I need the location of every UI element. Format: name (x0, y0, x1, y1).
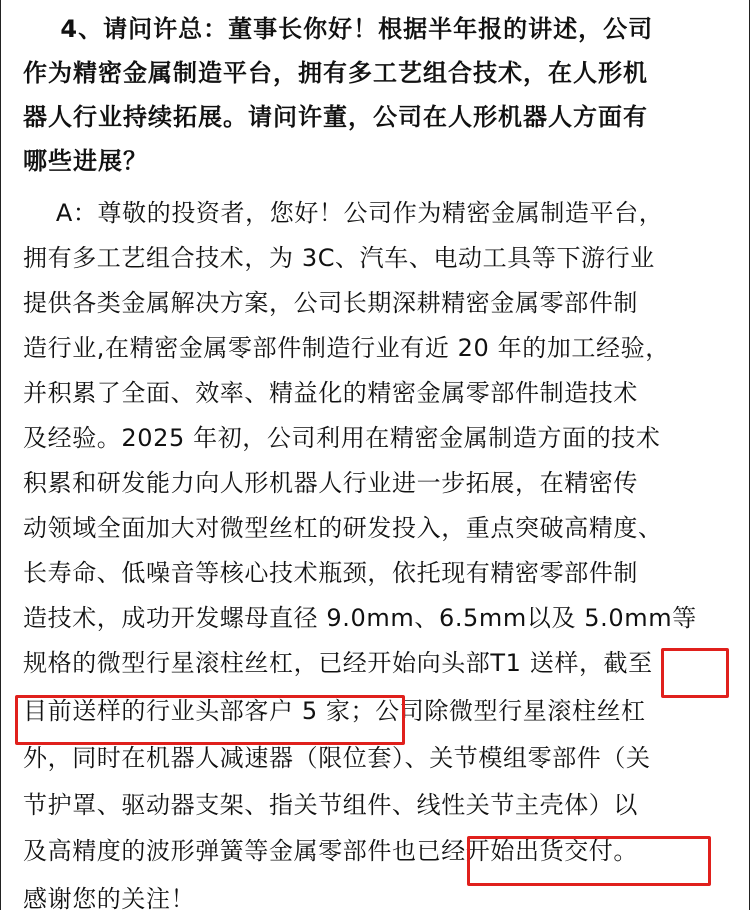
answer-line: 及高精度的波形弹簧等金属零部件也已经开始出货交付。 (23, 837, 638, 865)
answer-line: 造行业,在精密金属零部件制造行业有近 20 年的加工经验， (23, 334, 670, 362)
highlight-box-cutoff (661, 648, 729, 698)
answer-line: 长寿命、低噪音等核心技术瓶颈，依托现有精密零部件制 (23, 559, 638, 587)
highlight-box-sample-customers (15, 695, 405, 745)
highlight-box-delivery (467, 836, 711, 886)
answer-line: 提供各类金属解决方案，公司长期深耕精密金属零部件制 (23, 289, 638, 317)
answer-line: 感谢您的关注！ (23, 885, 196, 910)
answer-line: 并积累了全面、效率、精益化的精密金属零部件制造技术 (23, 379, 638, 407)
answer-line: 及经验。2025 年初，公司利用在精密金属制造方面的技术 (23, 424, 661, 452)
question-line: 4、请问许总：董事长你好！根据半年报的讲述，公司 (23, 15, 654, 43)
question-line: 器人行业持续拓展。请问许董，公司在人形机器人方面有 (23, 103, 648, 131)
answer-line: 节护罩、驱动器支架、指关节组件、线性关节主壳体）以 (23, 791, 638, 819)
answer-line: 外，同时在机器人减速器（限位套）、关节模组零部件（关 (23, 744, 651, 772)
answer-line: A：尊敬的投资者，您好！公司作为精密金属制造平台， (23, 199, 664, 227)
answer-line: 规格的微型行星滚柱丝杠，已经开始向头部T1 送样，截至 (23, 649, 653, 677)
answer-line: 目前送样的行业头部客户 5 家；公司除微型行星滚柱丝杠 (23, 697, 646, 725)
answer-line: 拥有多工艺组合技术，为 3C、汽车、电动工具等下游行业 (23, 244, 655, 272)
question-line: 哪些进展？ (23, 147, 148, 175)
question-line: 作为精密金属制造平台，拥有多工艺组合技术，在人形机 (23, 59, 648, 87)
answer-line: 积累和研发能力向人形机器人行业进一步拓展，在精密传 (23, 469, 638, 497)
answer-line: 造技术，成功开发螺母直径 9.0mm、6.5mm以及 5.0mm等 (23, 604, 697, 632)
answer-line: 动领域全面加大对微型丝杠的研发投入，重点突破高精度、 (23, 514, 663, 542)
